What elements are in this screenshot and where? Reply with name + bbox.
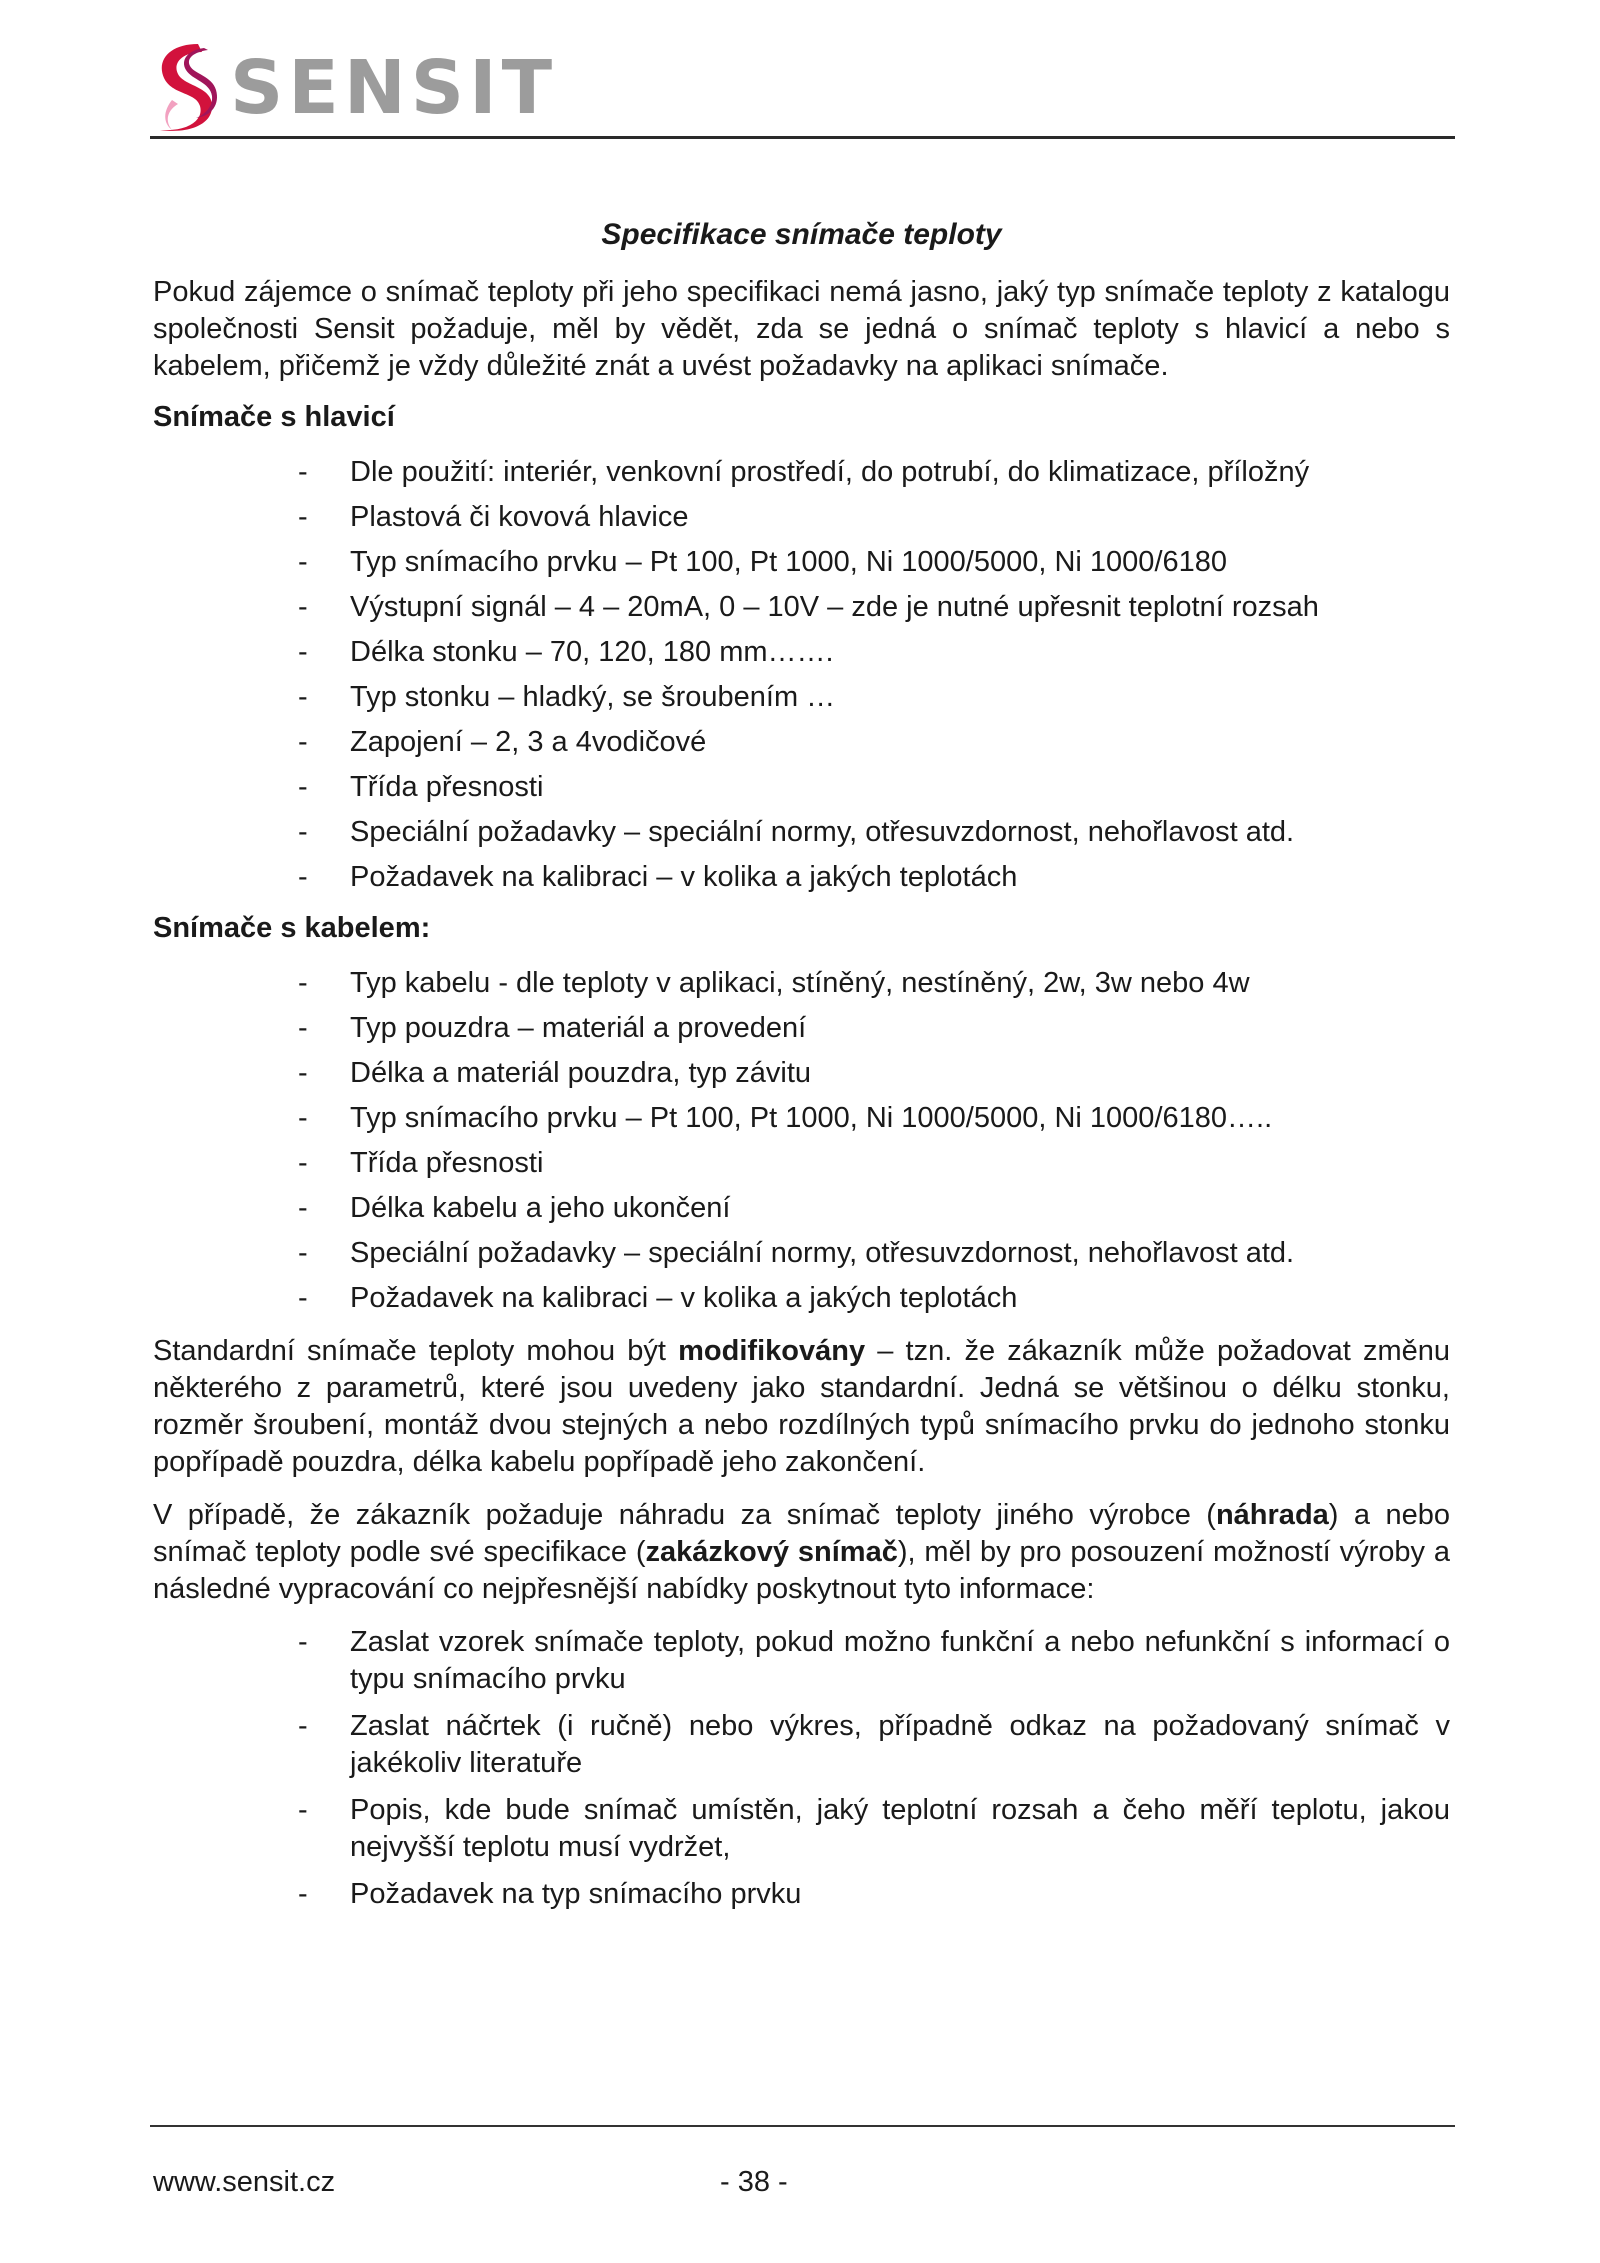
list-item: - Délka kabelu a jeho ukončení: [298, 1190, 1450, 1227]
footer-website: www.sensit.cz: [153, 2166, 336, 2198]
list-item: - Plastová či kovová hlavice: [298, 499, 1450, 536]
list-item: - Požadavek na kalibraci – v kolika a jakých teplotách: [298, 859, 1450, 896]
list-item: - Zaslat náčrtek (i ručně) nebo výkres, případně odkaz na požadovaný snímač v jakékoliv literatuře: [298, 1708, 1450, 1782]
list-item: - Délka a materiál pouzdra, typ závitu: [298, 1055, 1450, 1092]
list-item: - Typ snímacího prvku – Pt 100, Pt 1000, Ni 1000/5000, Ni 1000/6180: [298, 544, 1450, 581]
replacement-paragraph: [153, 1497, 1450, 1608]
cable-sensor-list: [153, 965, 1450, 1317]
list-item: - Typ pouzdra – materiál a provedení: [298, 1010, 1450, 1047]
footer-divider: [150, 2125, 1455, 2127]
modification-paragraph: [153, 1333, 1450, 1481]
sensit-logo-text: SENSIT: [230, 44, 558, 131]
text-run: Standardní snímače teploty mohou být: [153, 1335, 679, 1367]
bold-term: zakázkový snímač: [645, 1536, 898, 1568]
document-body: [153, 218, 1450, 1929]
intro-paragraph: Pokud zájemce o snímač teploty při jeho specifikaci nemá jasno, jaký typ snímače teploty z katalogu společnosti Sensit požaduje, měl by vědět, zda se jedná o snímač teploty s hlavicí a nebo s kabelem, přičemž je vždy důležité znát a uvést požadavky na aplikaci snímače.: [153, 276, 1450, 382]
list-item: - Výstupní signál – 4 – 20mA, 0 – 10V – zde je nutné upřesnit teplotní rozsah: [298, 589, 1450, 626]
list-item: - Třída přesnosti: [298, 769, 1450, 806]
bold-term: náhrada: [1215, 1499, 1329, 1531]
list-item: - Dle použití: interiér, venkovní prostředí, do potrubí, do klimatizace, příložný: [298, 454, 1450, 491]
list-item: - Požadavek na kalibraci – v kolika a jakých teplotách: [298, 1280, 1450, 1317]
document-title: Specifikace snímače teploty: [601, 218, 1002, 251]
text-run: ), měl by pro posouzení možností výroby a následné vypracování co nejpřesnější nabídky poskytnout tyto informace:: [153, 1536, 1450, 1605]
list-item: - Typ stonku – hladký, se šroubením …: [298, 679, 1450, 716]
information-list: [153, 1624, 1450, 1913]
list-item: - Speciální požadavky – speciální normy, otřesuvzdornost, nehořlavost atd.: [298, 1235, 1450, 1272]
page-header: [150, 40, 1455, 140]
bold-term: modifikovány: [678, 1335, 866, 1367]
list-item: - Požadavek na typ snímacího prvku: [298, 1876, 1450, 1913]
section-heading-head: Snímače s hlavicí: [153, 401, 395, 433]
head-sensor-list: [153, 454, 1450, 896]
list-item: - Popis, kde bude snímač umístěn, jaký teplotní rozsah a čeho měří teplotu, jakou nejvyšší teplotu musí vydržet,: [298, 1792, 1450, 1866]
list-item: - Typ kabelu - dle teploty v aplikaci, stíněný, nestíněný, 2w, 3w nebo 4w: [298, 965, 1450, 1002]
text-run: V případě, že zákazník požaduje náhradu za snímač teploty jiného výrobce (: [153, 1499, 1216, 1531]
page-number: - 38 -: [720, 2166, 788, 2198]
header-divider: [150, 136, 1455, 139]
list-item: - Zaslat vzorek snímače teploty, pokud možno funkční a nebo nefunkční s informací o typu snímacího prvku: [298, 1624, 1450, 1698]
text-run: ) a nebo snímač teploty podle své specifikace (: [153, 1499, 1450, 1568]
text-run: – tzn. že zákazník může požadovat změnu některého z parametrů, které jsou uvedeny jako standardní. Jedná se většinou o délku stonku, rozměr šroubení, montáž dvou stejných a nebo rozdílných typů snímacího prvku do jednoho stonku popřípadě pouzdra, délka kabelu popřípadě jeho zakončení.: [153, 1335, 1450, 1478]
list-item: - Speciální požadavky – speciální normy, otřesuvzdornost, nehořlavost atd.: [298, 814, 1450, 851]
sensit-logo-icon: [150, 40, 220, 135]
list-item: - Délka stonku – 70, 120, 180 mm…….: [298, 634, 1450, 671]
list-item: - Zapojení – 2, 3 a 4vodičové: [298, 724, 1450, 761]
list-item: - Typ snímacího prvku – Pt 100, Pt 1000, Ni 1000/5000, Ni 1000/6180…..: [298, 1100, 1450, 1137]
section-heading-cable: Snímače s kabelem:: [153, 912, 431, 944]
list-item: - Třída přesnosti: [298, 1145, 1450, 1182]
sensit-logo: [150, 40, 557, 135]
